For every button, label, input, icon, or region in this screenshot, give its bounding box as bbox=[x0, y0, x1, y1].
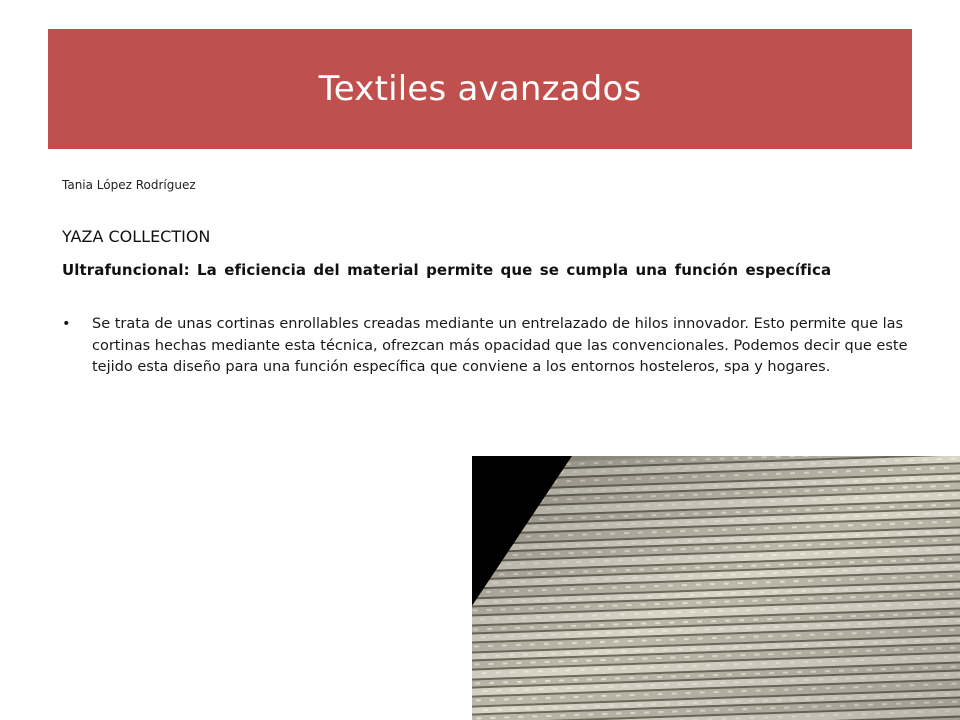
bullet-item bbox=[62, 314, 908, 379]
slide-title: Textiles avanzados bbox=[318, 69, 642, 109]
title-bar bbox=[48, 29, 912, 149]
bullet-list bbox=[62, 314, 908, 379]
author-name: Tania López Rodríguez bbox=[62, 178, 196, 192]
fabric-photo bbox=[472, 456, 960, 720]
fabric-texture-image bbox=[472, 456, 960, 720]
bullet-marker: • bbox=[62, 316, 71, 332]
collection-heading: YAZA COLLECTION bbox=[62, 227, 211, 246]
bullet-text: Se trata de unas cortinas enrollables creadas mediante un entrelazado de hilos innovador. Esto permite que las cortinas hechas mediante esta técnica, ofrezcan más opacidad que las convencionales. Podemos decir que este tejido esta diseño para una función específica que conviene a los entornos hosteleros, spa y hogares. bbox=[92, 316, 908, 375]
subtitle: Ultrafuncional: La eficiencia del material permite que se cumpla una función específica bbox=[62, 261, 832, 279]
